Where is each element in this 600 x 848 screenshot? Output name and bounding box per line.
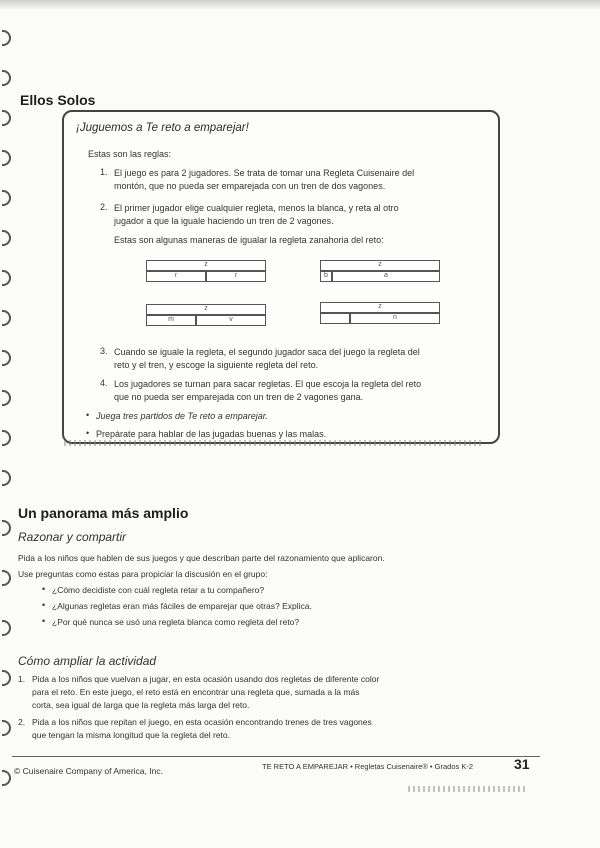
rod-train-car: b: [320, 271, 332, 282]
bullet-dot: •: [42, 600, 46, 610]
binder-rings: [0, 20, 12, 820]
para-line-1: Pida a los niños que hablen de sus juegos y que describan parte del razonamiento que aplicaron.: [18, 553, 385, 563]
footer-copyright: © Cuisenaire Company of America, Inc.: [14, 766, 163, 776]
para-line-2: Use preguntas como estas para propiciar la discusión en el grupo:: [18, 569, 268, 579]
rule-1-line-1: El juego es para 2 jugadores. Se trata de tomar una Regleta Cuisenaire del: [114, 168, 415, 178]
bullet-dot: •: [86, 410, 90, 420]
footer-series: TE RETO A EMPAREJAR • Regletas Cuisenaire® • Grados K-2: [262, 762, 473, 771]
rod-train-car: v: [196, 315, 266, 326]
bullet-dot: •: [86, 428, 90, 438]
box-heading: ¡Juguemos a Te reto a emparejar!: [76, 122, 249, 134]
examples-intro: Estas son algunas maneras de igualar la regleta zanahoria del reto:: [114, 235, 384, 245]
item-1-line-2: para el reto. En este juego, el reto está en encontrar una regleta que, sumada a la más: [32, 687, 360, 697]
question-1: ¿Cómo decidiste con cuál regleta retar a tu compañero?: [52, 585, 265, 595]
rule-2-line-1: El primer jugador elige cualquier regleta, menos la blanca, y reta al otro: [114, 203, 399, 213]
item-1-line-3: corta, sea igual de larga que la regleta más larga del reto.: [32, 700, 250, 710]
rod-zanahoria: z: [320, 302, 440, 313]
item-number: 1.: [18, 674, 26, 684]
section-title-ellos-solos: Ellos Solos: [20, 92, 96, 108]
box-bullet-1: Juega tres partidos de Te reto a emparejar.: [96, 411, 268, 421]
subtitle-razonar: Razonar y compartir: [18, 530, 127, 544]
item-2-line-1: Pida a los niños que repitan el juego, en esta ocasión encontrando trenes de tres vagones: [32, 717, 372, 727]
rules-intro: Estas son las reglas:: [88, 149, 172, 159]
question-2: ¿Algunas regletas eran más fáciles de emparejar que otras? Explica.: [52, 601, 312, 611]
scan-noise: [408, 786, 528, 792]
rod-train-car: a: [332, 271, 440, 282]
scan-top-band: [0, 0, 600, 10]
rule-2-line-2: jugador a que la iguale haciendo un tren de 2 vagones.: [114, 216, 334, 226]
box-bullet-2: Prepárate para hablar de las jugadas buenas y las malas.: [96, 429, 327, 439]
footer-rule: [12, 756, 540, 757]
rod-train-car: m: [146, 315, 196, 326]
rod-zanahoria: z: [320, 260, 440, 271]
item-1-line-1: Pida a los niños que vuelvan a jugar, en esta ocasión usando dos regletas de diferente color: [32, 674, 380, 684]
page-number: 31: [514, 756, 530, 772]
subtitle-ampliar: Cómo ampliar la actividad: [18, 654, 157, 668]
rule-number: 2.: [100, 202, 108, 212]
rod-zanahoria: z: [146, 260, 266, 271]
rod-train-car: r: [206, 271, 266, 282]
rule-4-line-1: Los jugadores se turnan para sacar regletas. El que escoja la regleta del reto: [114, 379, 422, 389]
rod-train-car: n: [350, 313, 440, 324]
section-title-panorama: Un panorama más amplio: [18, 505, 189, 521]
item-2-line-2: que tengan la misma longitud que la regleta del reto.: [32, 730, 230, 740]
item-number: 2.: [18, 717, 26, 727]
rule-number: 1.: [100, 167, 108, 177]
scan-noise: [64, 440, 484, 446]
rod-zanahoria: z: [146, 304, 266, 315]
rule-3-line-1: Cuando se iguale la regleta, el segundo jugador saca del juego la regleta del: [114, 347, 420, 357]
question-3: ¿Por qué nunca se usó una regleta blanca como regleta del reto?: [52, 617, 300, 627]
rule-3-line-2: reto y el tren, y escoge la siguiente regleta del reto.: [114, 360, 319, 370]
rule-4-line-2: que no pueda ser emparejada con un tren de 2 vagones gana.: [114, 392, 364, 402]
activity-box: [62, 110, 500, 444]
bullet-dot: •: [42, 584, 46, 594]
rule-number: 4.: [100, 378, 108, 388]
bullet-dot: •: [42, 616, 46, 626]
rod-train-car: [320, 313, 350, 324]
rod-train-car: r: [146, 271, 206, 282]
rule-number: 3.: [100, 346, 108, 356]
rule-1-line-2: montón, que no pueda ser emparejada con un tren de dos vagones.: [114, 181, 386, 191]
